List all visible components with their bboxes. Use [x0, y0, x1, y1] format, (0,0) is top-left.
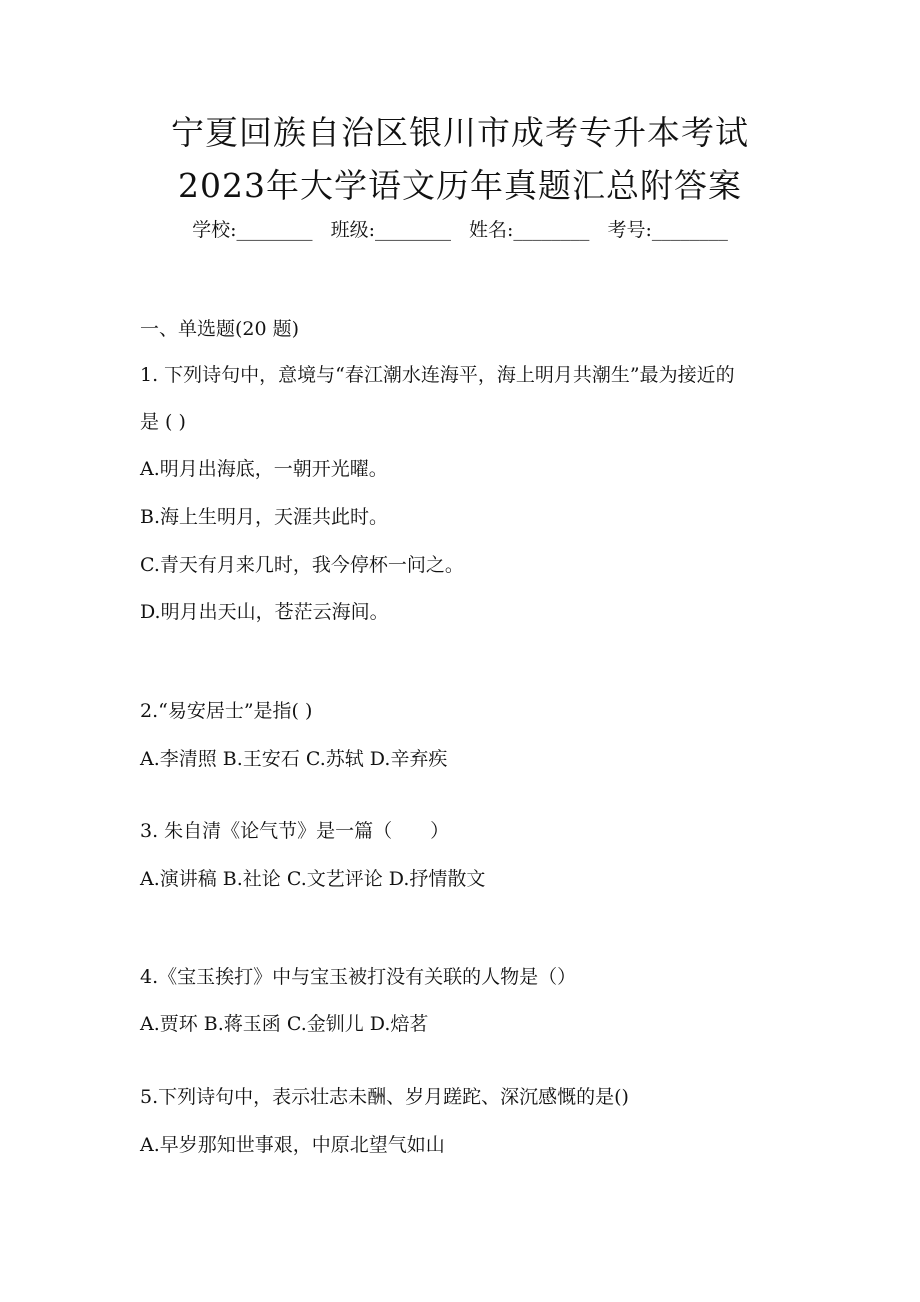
exam-number-field: 考号:________: [607, 219, 728, 241]
question-5-stem: 5.下列诗句中，表示壮志未酬、岁月蹉跎、深沉感慨的是(): [140, 1086, 629, 1108]
question-2-stem: 2.“易安居士”是指( ): [140, 700, 313, 722]
school-field: 学校:________: [192, 219, 313, 241]
question-1-option-c: C.青天有月来几时，我今停杯一问之。: [140, 554, 464, 576]
question-5-option-a: A.早岁那知世事艰，中原北望气如山: [140, 1134, 445, 1156]
question-3-stem: 3. 朱自清《论气节》是一篇（ ）: [140, 820, 450, 842]
question-4-stem: 4.《宝玉挨打》中与宝玉被打没有关联的人物是（）: [140, 966, 577, 988]
question-1-stem-line-2: 是 ( ): [140, 411, 186, 433]
class-field: 班级:________: [330, 219, 451, 241]
question-3-options: A.演讲稿 B.社论 C.文艺评论 D.抒情散文: [140, 868, 486, 890]
section-heading: 一、单选题(20 题): [140, 318, 300, 340]
student-info-fields: [0, 216, 920, 244]
name-field: 姓名:________: [469, 219, 590, 241]
document-title-line-1: 宁夏回族自治区银川市成考专升本考试: [171, 113, 749, 152]
question-4-options: A.贾环 B.蒋玉函 C.金钏儿 D.焙茗: [140, 1013, 429, 1035]
question-1-option-b: B.海上生明月，天涯共此时。: [140, 506, 389, 528]
document-title-line-2: 2023年大学语文历年真题汇总附答案: [178, 166, 742, 205]
question-2-options: A.李清照 B.王安石 C.苏轼 D.辛弃疾: [140, 748, 448, 770]
question-1-option-a: A.明月出海底，一朝开光曜。: [140, 458, 388, 480]
question-1-option-d: D.明月出天山，苍茫云海间。: [140, 601, 389, 623]
question-1-stem-line-1: 1. 下列诗句中，意境与“春江潮水连海平，海上明月共潮生”最为接近的: [140, 364, 735, 386]
